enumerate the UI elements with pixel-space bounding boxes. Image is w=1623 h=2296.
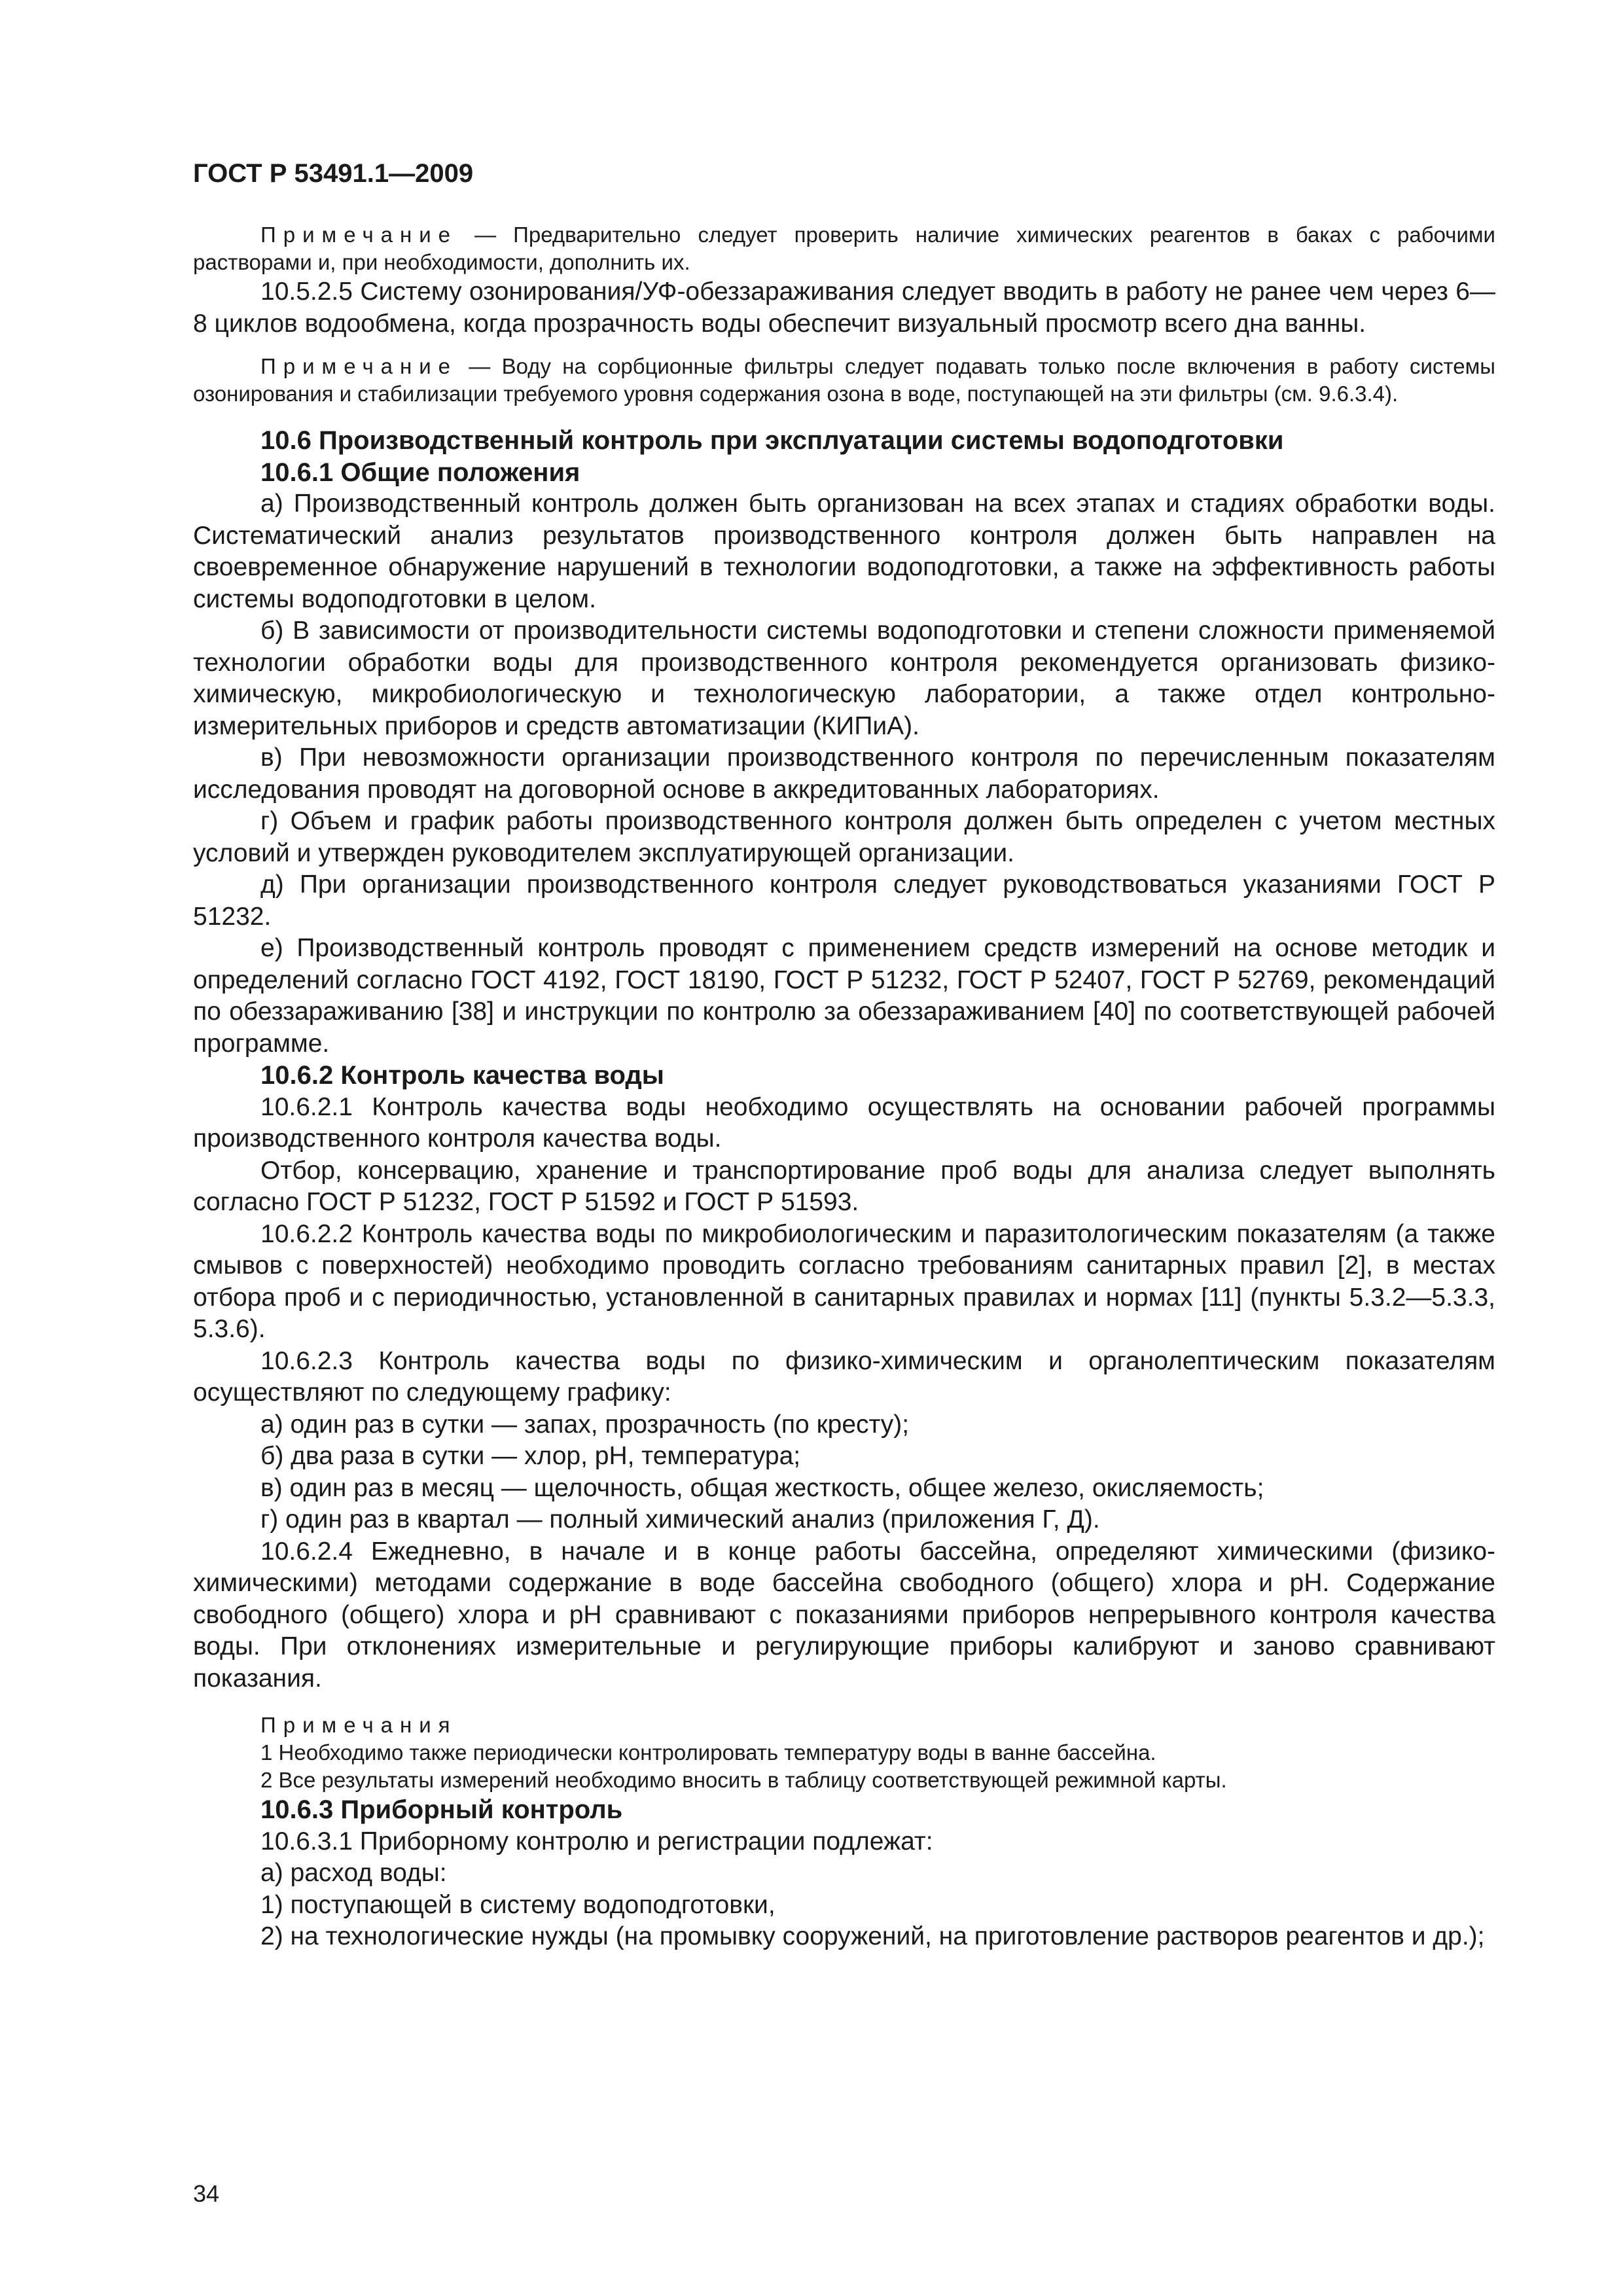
document-body [193,221,1495,1953]
paragraph: г) Объем и график работы производственного контроля должен быть определен с учетом местных условий и утвержден руководителем эксплуатирующей организации. [193,807,1495,867]
document-page [193,157,1495,2251]
note-item: 1 Необходимо также периодически контролировать температуру воды в ванне бассейна. [260,1740,1156,1765]
subsection-heading: 10.6.3 Приборный контроль [260,1795,623,1824]
notes-heading [193,1712,1495,1739]
paragraph: д) При организации производственного контроля следует руководствоваться указаниями ГОСТ Р 51232. [193,870,1495,931]
paragraph: 10.6.2.4 Ежедневно, в начале и в конце работы бассейна, определяют химическими (физико-химическими) методами содержание в воде бассейна свободного (общего) хлора и pH. Содержание свободного (общего) хлора и pH сравнивают с показаниями приборов непрерывного контроля качества воды. При отклонениях измерительные и регулирующие приборы калибруют и заново сравнивают показания. [193,1537,1495,1693]
paragraph: 10.6.2.3 Контроль качества воды по физико-химическим и органолептическим показателям осуществляют по следующему графику: [193,1346,1495,1407]
paragraph: 10.6.2.1 Контроль качества воды необходимо осуществлять на основании рабочей программы производственного контроля качества воды. [193,1092,1495,1153]
note-paragraph [193,353,1495,408]
document-header: ГОСТ Р 53491.1—2009 [193,159,474,188]
note-text: — Воду на сорбционные фильтры следует подавать только после включения в работу системы озонирования и стабилизации требуемого уровня содержания озона в воде, поступающей на эти фильтры (см. 9.6.3.4). [193,354,1495,406]
paragraph: б) два раза в сутки — хлор, pH, температура; [260,1442,801,1470]
paragraph: а) расход воды: [260,1859,447,1887]
paragraph: г) один раз в квартал — полный химический анализ (приложения Г, Д). [260,1505,1100,1534]
notes-label: Примечания [260,1713,457,1737]
paragraph: 10.6.2.2 Контроль качества воды по микробиологическим и паразитологическим показателям (а также смывов с поверхностей) необходимо проводить согласно требованиям санитарных правил [2], в местах отбора проб и с периодичностью, установленной в санитарных правилах и нормах [11] (пункты 5.3.2—5.3.3, 5.3.6). [193,1219,1495,1343]
paragraph: в) При невозможности организации производственного контроля по перечисленным показателям исследования проводят на договорной основе в аккредитованных лабораториях. [193,744,1495,804]
paragraph: в) один раз в месяц — щелочность, общая жесткость, общее железо, окисляемость; [260,1473,1264,1502]
note-text: — Предварительно следует проверить наличие химических реагентов в баках с рабочими растворами и, при необходимости, дополнить их. [193,223,1495,274]
note-label: Примечание [260,223,458,247]
paragraph: б) В зависимости от производительности системы водоподготовки и степени сложности применяемой технологии обработки воды для производственного контроля рекомендуется организовать физико-химическую, микробиологическую и технологическую лаборатории, а также отдел контрольно-измерительных приборов и средств автоматизации (КИПиА). [193,617,1495,740]
paragraph: а) один раз в сутки — запах, прозрачность (по кресту); [260,1410,910,1439]
paragraph: е) Производственный контроль проводят с применением средств измерений на основе методик и определений согласно ГОСТ 4192, ГОСТ 18190, ГОСТ Р 51232, ГОСТ Р 52407, ГОСТ Р 52769, рекомендаций по обеззараживанию [38] и инструкции по контролю за обеззараживанием [40] по соответствующей рабочей программе. [193,934,1495,1058]
paragraph: 2) на технологические нужды (на промывку сооружений, на приготовление растворов реагентов и др.); [260,1922,1485,1950]
paragraph: Отбор, консервацию, хранение и транспортирование проб воды для анализа следует выполнять согласно ГОСТ Р 51232, ГОСТ Р 51592 и ГОСТ Р 51593. [193,1156,1495,1216]
paragraph: а) Производственный контроль должен быть организован на всех этапах и стадиях обработки воды. Систематический анализ результатов производственного контроля должен быть направлен на своевременное обнаружение нарушений в технологии водоподготовки, а также на эффективность работы системы водоподготовки в целом. [193,490,1495,613]
section-heading: 10.6 Производственный контроль при эксплуатации системы водоподготовки [260,426,1284,455]
note-item: 2 Все результаты измерений необходимо вносить в таблицу соответствующей режимной карты. [260,1768,1227,1792]
subsection-heading: 10.6.1 Общие положения [260,457,580,487]
subsection-heading: 10.6.2 Контроль качества воды [260,1061,664,1090]
paragraph: 10.6.3.1 Приборному контролю и регистрации подлежат: [260,1827,933,1856]
paragraph: 10.5.2.5 Систему озонирования/УФ-обеззараживания следует вводить в работу не ранее чем через 6—8 циклов водообмена, когда прозрачность воды обеспечит визуальный просмотр всего дна ванны. [193,278,1495,338]
note-paragraph [193,221,1495,276]
paragraph: 1) поступающей в систему водоподготовки, [260,1890,776,1919]
page-number: 34 [193,2180,220,2207]
note-label: Примечание [260,354,458,378]
